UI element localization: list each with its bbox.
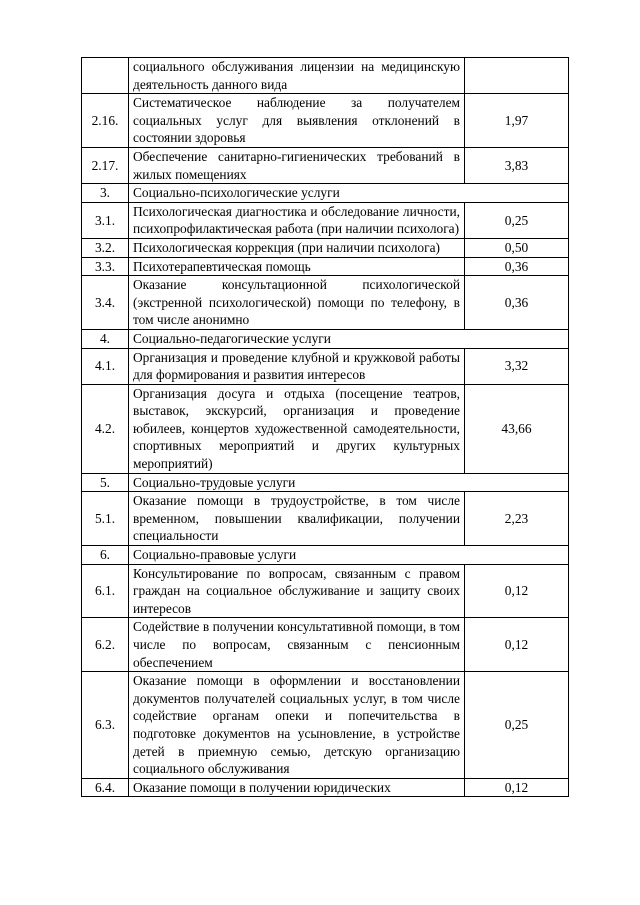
table-row: [82, 564, 569, 618]
table-row: [82, 257, 569, 276]
section-title: Социально-правовые услуги: [129, 546, 569, 565]
item-number: 6.4.: [82, 778, 129, 797]
table-row: [82, 147, 569, 183]
section-row: [82, 546, 569, 565]
item-number: 4.1.: [82, 348, 129, 384]
item-number: 3.2.: [82, 238, 129, 257]
service-description: Организация досуга и отдыха (посещение театров, выставок, экскурсий, организация и проведение юбилеев, концертов художественной самодеятельности, спортивных мероприятий и других культурных мероприятий): [129, 384, 465, 473]
service-value: 0,36: [465, 257, 569, 276]
item-number: 6.3.: [82, 672, 129, 779]
service-description: Оказание консультационной психологической (экстренной психологической) помощи по телефону, в том числе анонимно: [129, 276, 465, 330]
item-number: [82, 58, 129, 94]
table-row: [82, 384, 569, 473]
item-number: 4.: [82, 329, 129, 348]
service-value: 3,83: [465, 147, 569, 183]
section-row: [82, 329, 569, 348]
services-table: [81, 57, 569, 797]
table-row: [82, 348, 569, 384]
service-value: 0,25: [465, 202, 569, 238]
service-description: Психологическая коррекция (при наличии психолога): [129, 238, 465, 257]
service-description: Оказание помощи в оформлении и восстановлении документов получателей социальных услуг, в том числе содействие органам опеки и попечительства в подготовке документов на усыновление, в устройстве детей в приемную семью, детскую организацию социального обслуживания: [129, 672, 465, 779]
service-description: Организация и проведение клубной и кружковой работы для формирования и развития интересов: [129, 348, 465, 384]
service-value: 3,32: [465, 348, 569, 384]
table-row: [82, 238, 569, 257]
service-value: 43,66: [465, 384, 569, 473]
service-value: 0,12: [465, 618, 569, 672]
item-number: 6.: [82, 546, 129, 565]
service-value: [465, 58, 569, 94]
item-number: 5.: [82, 473, 129, 492]
table-row: [82, 94, 569, 148]
service-description: Обеспечение санитарно-гигиенических требований в жилых помещениях: [129, 147, 465, 183]
item-number: 3.1.: [82, 202, 129, 238]
service-description: Консультирование по вопросам, связанным с правом граждан на социальное обслуживание и защиту своих интересов: [129, 564, 465, 618]
service-description: Психотерапевтическая помощь: [129, 257, 465, 276]
item-number: 2.17.: [82, 147, 129, 183]
service-value: 1,97: [465, 94, 569, 148]
item-number: 3.4.: [82, 276, 129, 330]
item-number: 6.2.: [82, 618, 129, 672]
table-body: [82, 58, 569, 797]
section-title: Социально-педагогические услуги: [129, 329, 569, 348]
table-row: [82, 778, 569, 797]
service-value: 0,12: [465, 564, 569, 618]
table-row: [82, 492, 569, 546]
service-value: 0,36: [465, 276, 569, 330]
service-description: Оказание помощи в получении юридических: [129, 778, 465, 797]
item-number: 6.1.: [82, 564, 129, 618]
service-description: Систематическое наблюдение за получателем социальных услуг для выявления отклонений в состоянии здоровья: [129, 94, 465, 148]
item-number: 4.2.: [82, 384, 129, 473]
service-description: Содействие в получении консультативной помощи, в том числе по вопросам, связанным с пенсионным обеспечением: [129, 618, 465, 672]
section-row: [82, 184, 569, 203]
section-title: Социально-трудовые услуги: [129, 473, 569, 492]
section-row: [82, 473, 569, 492]
service-value: 0,50: [465, 238, 569, 257]
service-description: Оказание помощи в трудоустройстве, в том числе временном, повышении квалификации, получении специальности: [129, 492, 465, 546]
table-row: [82, 672, 569, 779]
service-description: Психологическая диагностика и обследование личности, психопрофилактическая работа (при наличии психолога): [129, 202, 465, 238]
service-value: 2,23: [465, 492, 569, 546]
service-value: 0,25: [465, 672, 569, 779]
section-title: Социально-психологические услуги: [129, 184, 569, 203]
service-value: 0,12: [465, 778, 569, 797]
table-row: [82, 202, 569, 238]
service-description: социального обслуживания лицензии на медицинскую деятельность данного вида: [129, 58, 465, 94]
table-row: [82, 58, 569, 94]
item-number: 3.: [82, 184, 129, 203]
item-number: 3.3.: [82, 257, 129, 276]
item-number: 2.16.: [82, 94, 129, 148]
table-row: [82, 276, 569, 330]
item-number: 5.1.: [82, 492, 129, 546]
table-row: [82, 618, 569, 672]
